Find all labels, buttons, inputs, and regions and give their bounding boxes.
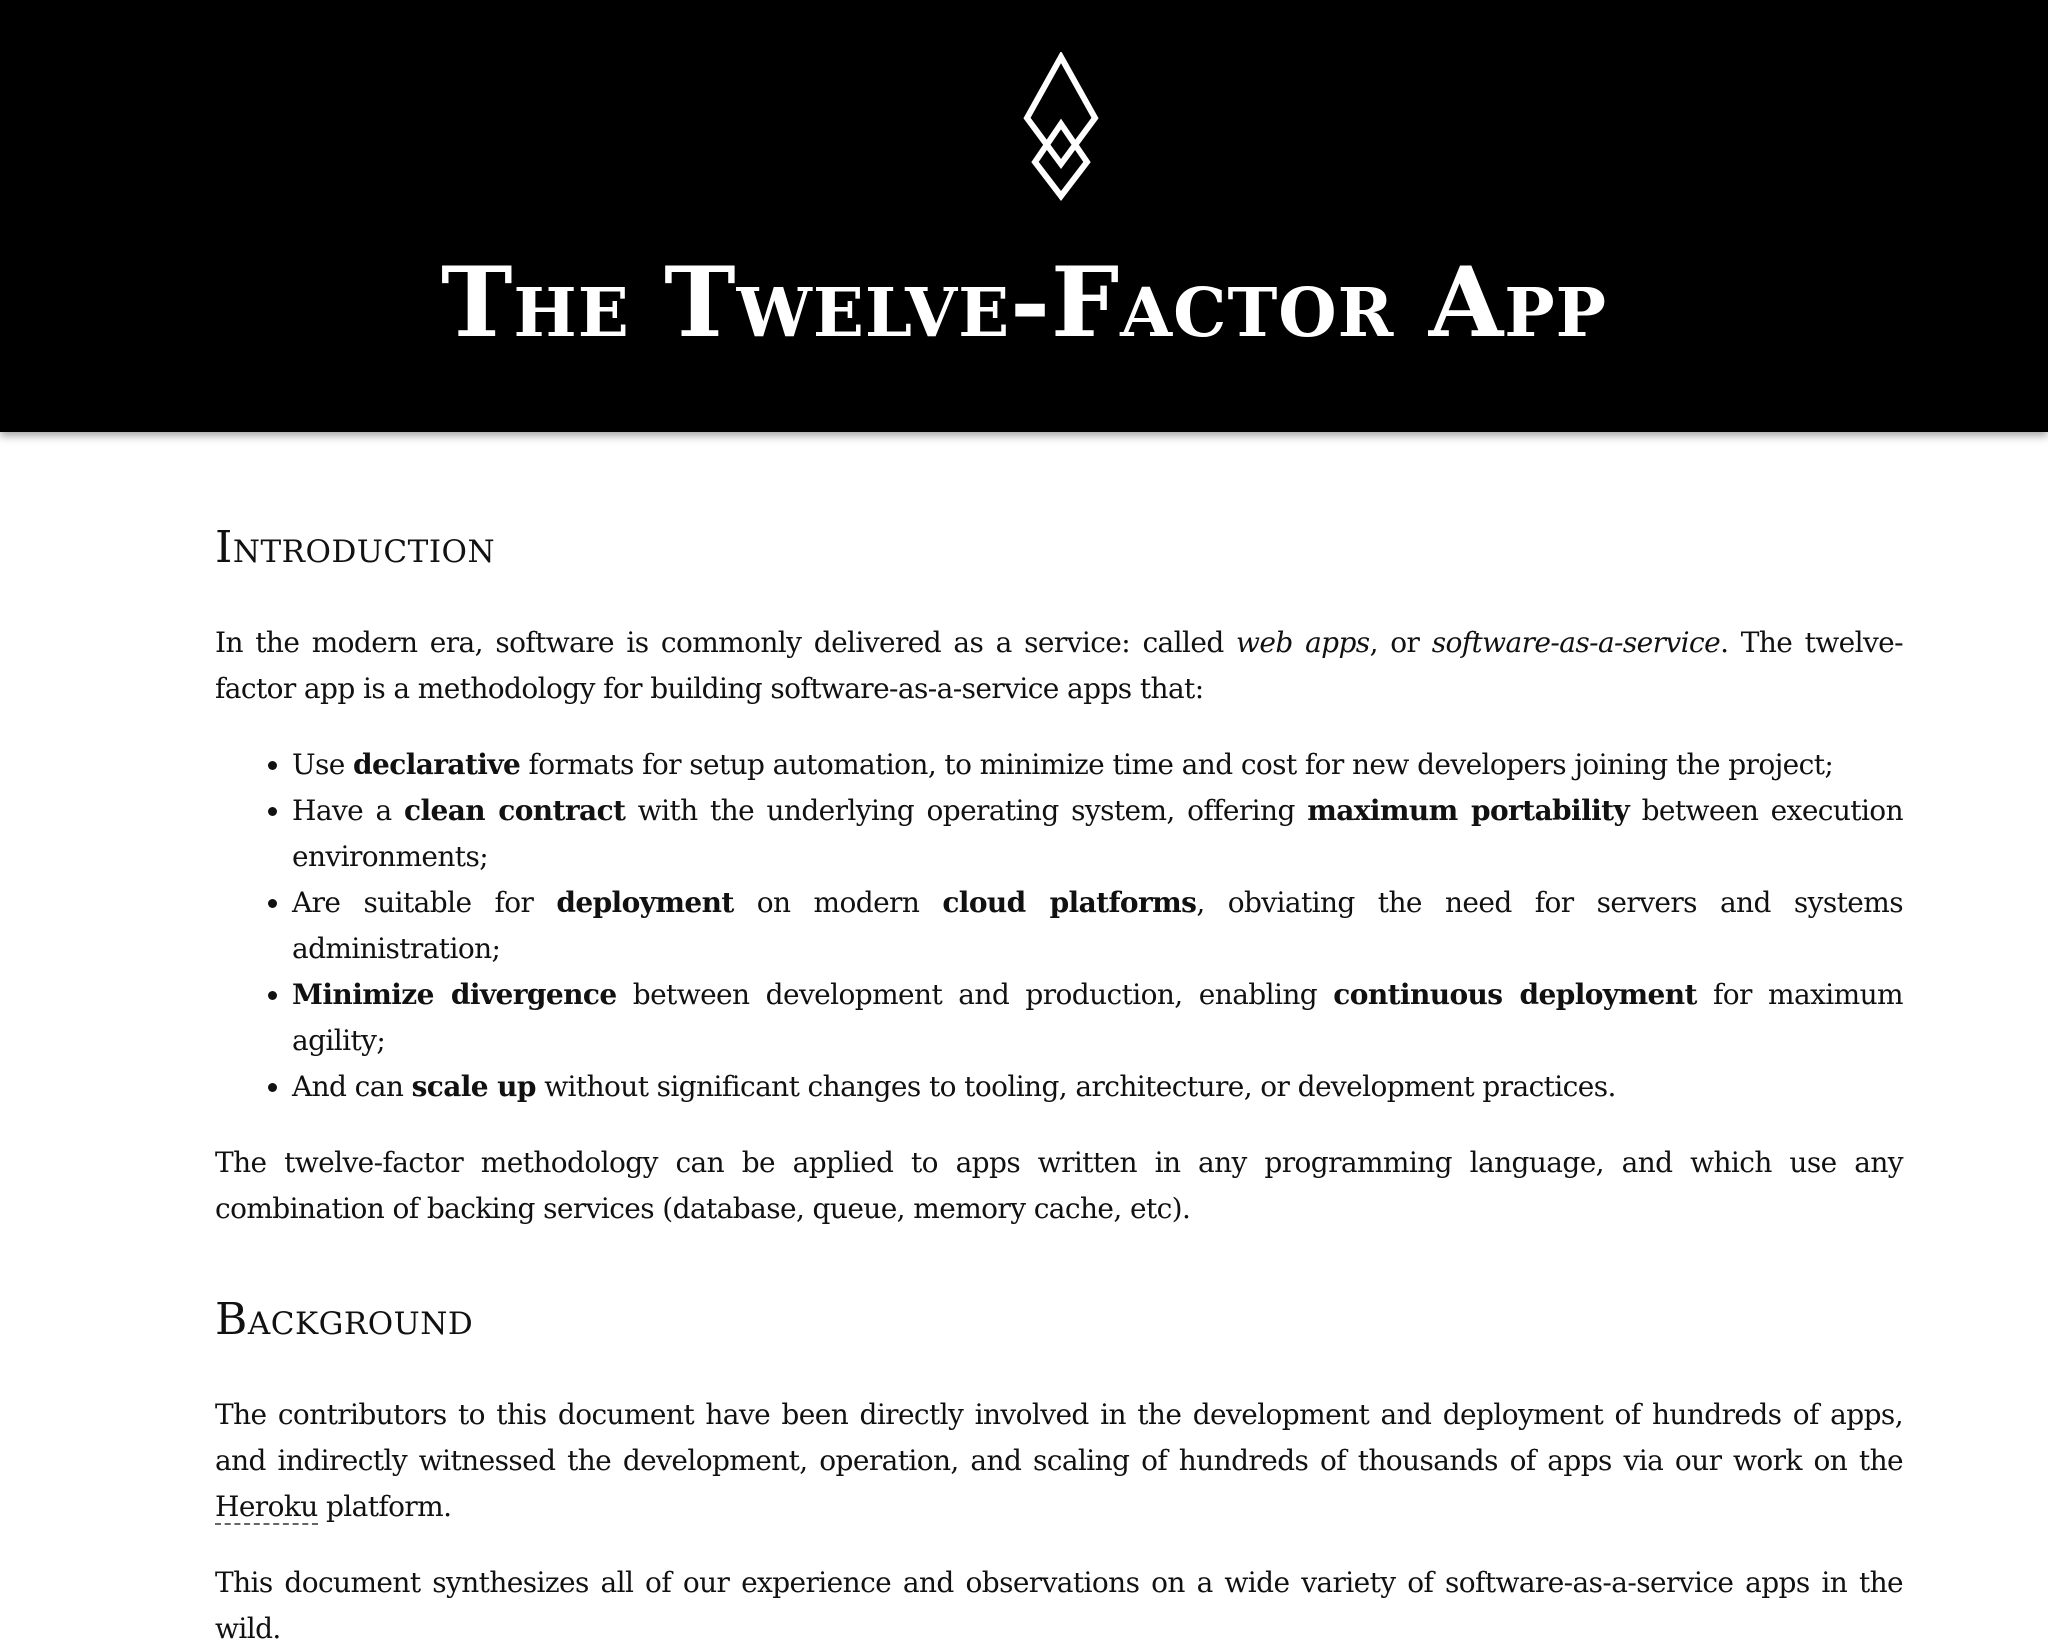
list-item-text: Have a [292,794,405,827]
list-item [292,880,1903,972]
list-item-bold: declarative [353,748,521,781]
list-item-text: between execution environments; [292,794,1904,873]
methodology-paragraph: The twelve-factor methodology can be applied to apps written in any programming language, and which use any combination of backing services (database, queue, memory cache, etc). [215,1146,1903,1225]
main-content [215,508,1903,1652]
intro-text-c: . The twelve-factor app is a methodology for building software-as-a-service apps that: [215,626,1903,705]
intro-text-a: In the modern era, software is commonly delivered as a service: called [215,626,1237,659]
introduction-heading: Introduction [215,522,496,573]
saas-emphasis: software-as-a-service [1431,626,1721,659]
list-item-text: Are suitable for [292,886,557,919]
list-item-text: for maximum agility; [292,978,1903,1057]
web-apps-emphasis: web apps [1236,626,1370,659]
diamond-logo-icon [1019,52,1103,202]
list-item-bold: deployment [556,886,734,919]
list-item [292,742,1903,788]
list-item-text: without significant changes to tooling, architecture, or development practices. [535,1070,1616,1103]
background-text-b: platform. [317,1490,452,1523]
list-item-text: formats for setup automation, to minimize time and cost for new developers joining the project; [520,748,1834,781]
introduction-paragraph [215,620,1903,712]
list-item-bold: clean contract [404,794,626,827]
list-item [292,1064,1903,1110]
list-item-bold: cloud platforms [942,886,1197,919]
list-item-bold: continuous deployment [1333,978,1697,1011]
list-item-text: on modern [733,886,943,919]
factors-list [215,742,1903,1110]
list-item-text: between development and production, enabling [616,978,1334,1011]
site-header [0,0,2048,432]
background-text-a: The contributors to this document have been directly involved in the development and deployment of hundreds of apps, and indirectly witnessed the development, operation, and scaling of hundreds of thousands of apps via our work on the [215,1398,1903,1477]
list-item-text: And can [292,1070,412,1103]
background-paragraph-2: This document synthesizes all of our experience and observations on a wide variety of software-as-a-service apps in the wild. [215,1566,1903,1645]
list-item-bold: maximum portability [1307,794,1630,827]
background-paragraph-1 [215,1392,1903,1530]
list-item-bold: scale up [411,1070,536,1103]
background-heading: Background [215,1294,474,1345]
list-item [292,972,1903,1064]
list-item-text: with the underlying operating system, offering [625,794,1308,827]
list-item-bold: Minimize divergence [292,978,617,1011]
list-item-text: , obviating the need for servers and systems administration; [292,886,1903,965]
list-item-text: Use [292,748,354,781]
site-title: The Twelve-Factor App [440,246,1608,359]
heroku-link[interactable]: Heroku [215,1490,318,1523]
list-item [292,788,1903,880]
intro-text-b: , or [1369,626,1432,659]
